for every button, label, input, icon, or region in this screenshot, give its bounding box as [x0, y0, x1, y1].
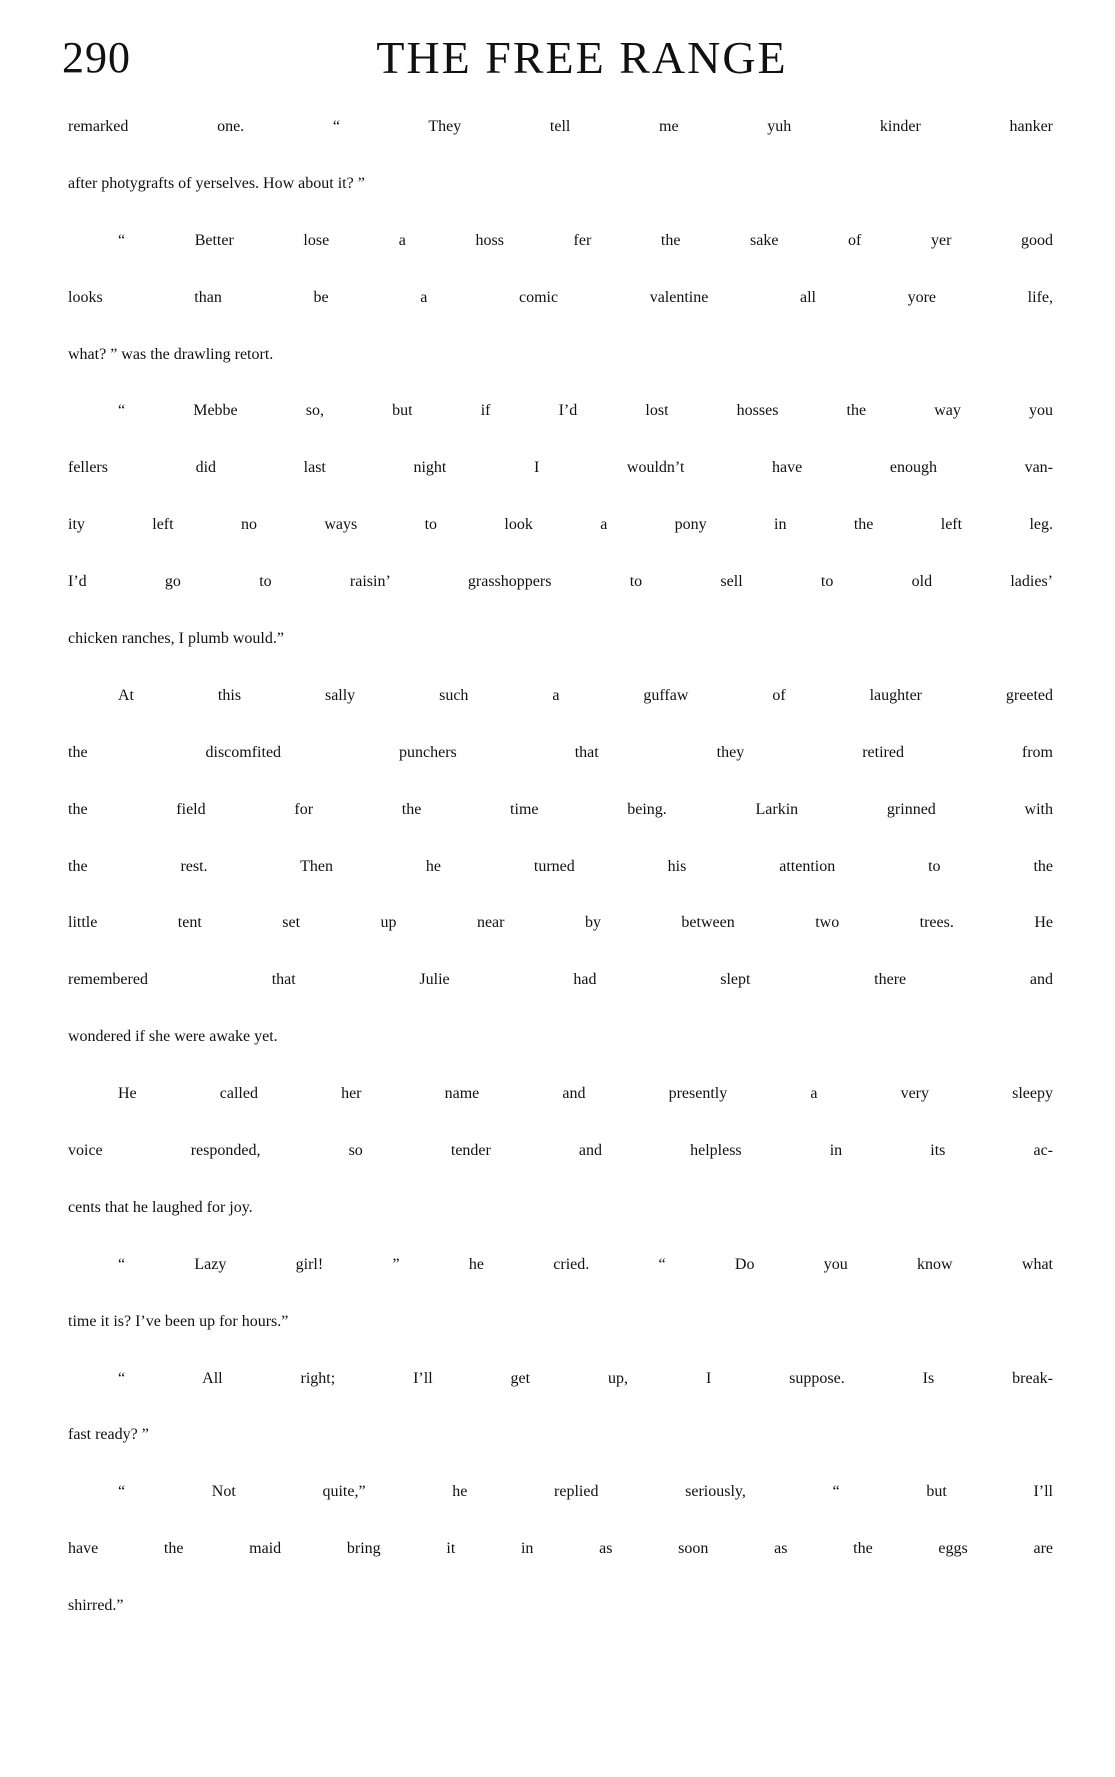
text-line: fast ready? ” [68, 1426, 149, 1444]
text-line: looks than be a comic valentine all yore life, [68, 288, 1053, 306]
text-line: the rest. Then he turned his attention to the [68, 857, 1053, 875]
text-line: At this sally such a guffaw of laughter greeted [118, 686, 1053, 704]
text-line: have the maid bring it in as soon as the eggs are [68, 1540, 1053, 1558]
running-head: THE FREE RANGE [376, 32, 788, 83]
text-line: the field for the time being. Larkin grinned with [68, 800, 1053, 818]
text-line: wondered if she were awake yet. [68, 1028, 278, 1046]
text-line: time it is? I’ve been up for hours.” [68, 1312, 289, 1330]
text-line: “ Better lose a hoss fer the sake of yer good [118, 231, 1053, 249]
text-line: “ Lazy girl! ” he cried. “ Do you know what [118, 1255, 1053, 1273]
text-line: what? ” was the drawling retort. [68, 345, 274, 363]
text-line: “ Not quite,” he replied seriously, “ but I’ll [118, 1483, 1053, 1501]
text-line: He called her name and presently a very sleepy [118, 1085, 1053, 1103]
text-line: the discomfited punchers that they retired from [68, 743, 1053, 761]
text-line: cents that he laughed for joy. [68, 1198, 253, 1216]
text-line: “ Mebbe so, but if I’d lost hosses the way you [118, 402, 1053, 420]
page-header [62, 28, 1052, 88]
text-line: shirred.” [68, 1597, 124, 1615]
text-line: little tent set up near by between two trees. He [68, 914, 1053, 932]
page-number: 290 [62, 33, 131, 82]
text-line: fellers did last night I wouldn’t have enough van- [68, 459, 1053, 477]
text-line: after photygrafts of yerselves. How about it? ” [68, 174, 365, 192]
text-line: remarked one. “ They tell me yuh kinder hanker [68, 118, 1053, 135]
text-line: I’d go to raisin’ grasshoppers to sell to old ladies’ [68, 573, 1053, 591]
text-line: chicken ranches, I plumb would.” [68, 630, 284, 648]
body-text [68, 118, 1053, 1654]
text-line: remembered that Julie had slept there and [68, 971, 1053, 989]
text-line: “ All right; I’ll get up, I suppose. Is break- [118, 1369, 1053, 1387]
text-line: ity left no ways to look a pony in the left leg. [68, 516, 1053, 534]
text-line: voice responded, so tender and helpless in its ac- [68, 1142, 1053, 1160]
